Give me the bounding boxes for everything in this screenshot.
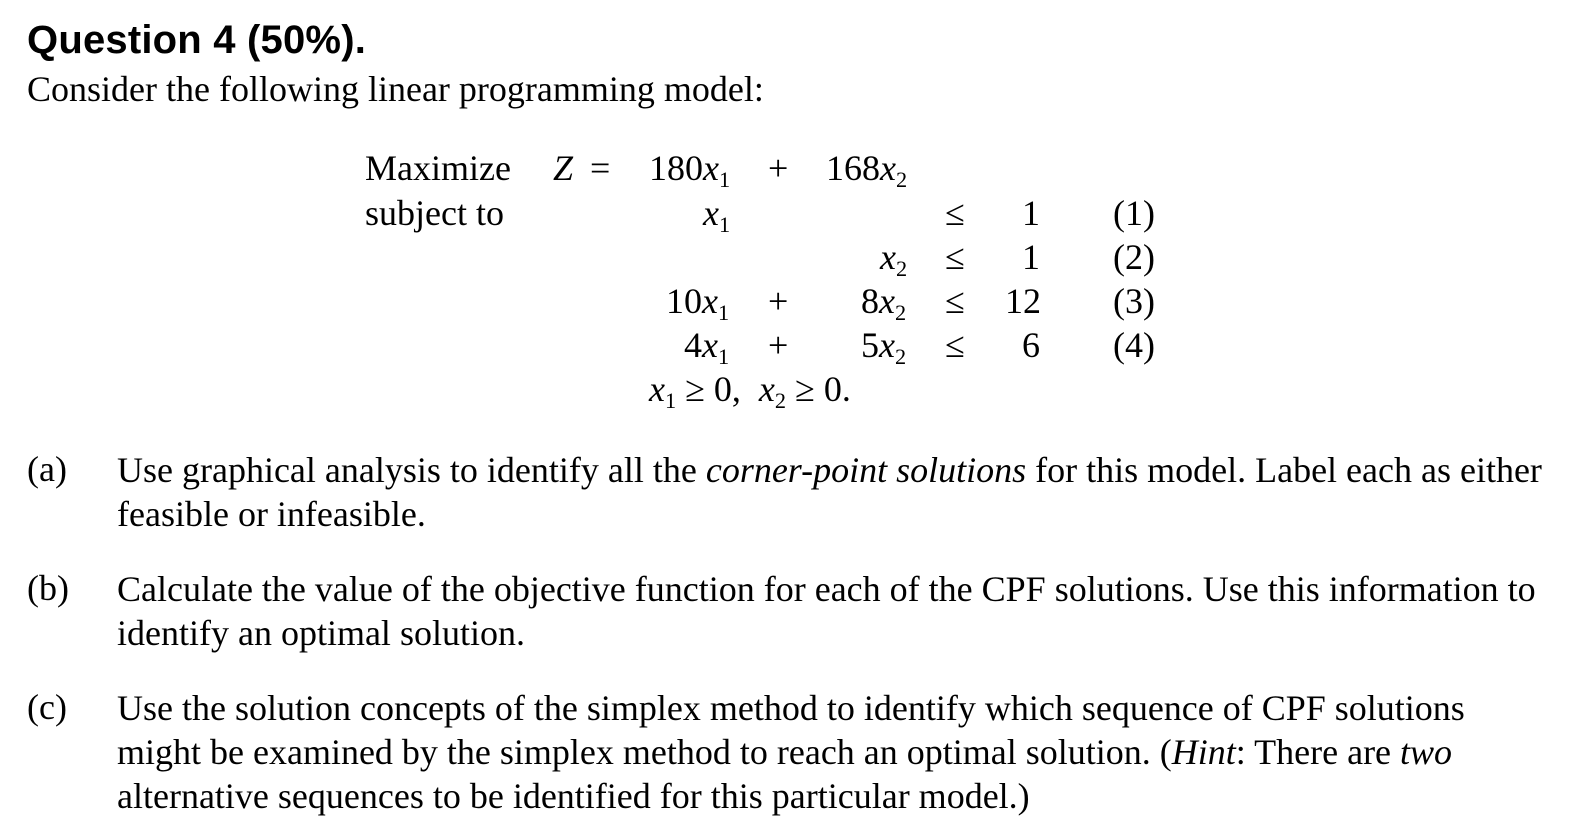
question-intro: Consider the following linear programming model: xyxy=(27,69,764,109)
constraint-plus: + xyxy=(768,325,789,365)
part-b-text: Calculate the value of the objective function for each of the CPF solutions. Use this information to identify an optimal solution. xyxy=(117,569,1536,653)
constraint-relation: ≤ xyxy=(945,237,965,277)
constraint-rhs: 6 xyxy=(1022,325,1040,365)
question-heading: Question 4 (50%). xyxy=(27,18,367,62)
constraint-term-2: 8x2 xyxy=(861,281,907,326)
objective-var-2: x xyxy=(880,148,896,188)
constraint-rhs: 1 xyxy=(1022,193,1040,233)
objective-label: Maximize xyxy=(365,148,511,188)
constraint-relation: ≤ xyxy=(945,325,965,365)
objective-equals: = xyxy=(590,148,611,188)
objective-z: Z xyxy=(553,148,574,188)
part-a-text: Use graphical analysis to identify all the corner-point solutions for this model. Label each as either feasible or infeasible. xyxy=(117,450,1542,534)
constraint-term-1: 4x1 xyxy=(684,325,730,370)
objective-var-1: x xyxy=(703,148,719,188)
objective-coef-1: 180 xyxy=(649,148,703,188)
objective-coef-2: 168 xyxy=(826,148,880,188)
objective-plus: + xyxy=(768,148,789,188)
constraint-term-1: x1 xyxy=(703,193,731,238)
nonnegativity-constraint: x1 ≥ 0, x2 ≥ 0. xyxy=(649,369,851,414)
constraint-tag: (4) xyxy=(1113,325,1155,365)
constraint-tag: (1) xyxy=(1113,193,1155,233)
constraint-tag: (3) xyxy=(1113,281,1155,321)
part-b-label: (b) xyxy=(27,568,69,608)
objective-term-2 xyxy=(826,147,908,193)
subject-to-label: subject to xyxy=(365,193,504,233)
constraint-relation: ≤ xyxy=(945,193,965,233)
part-a-label: (a) xyxy=(27,449,67,489)
objective-term-1 xyxy=(649,147,731,193)
objective-sub-2: 2 xyxy=(895,167,908,193)
objective-sub-1: 1 xyxy=(718,167,731,193)
part-c-label: (c) xyxy=(27,687,67,727)
part-c-text: Use the solution concepts of the simplex method to identify which sequence of CPF solutions might be examined by the simplex method to reach an optimal solution. (Hint: There are two alternative sequences to be identified for this particular model.) xyxy=(117,688,1465,816)
constraint-term-2: 5x2 xyxy=(861,325,907,370)
constraint-term-1: 10x1 xyxy=(666,281,730,326)
constraint-relation: ≤ xyxy=(945,281,965,321)
constraint-term-2: x2 xyxy=(880,237,908,282)
constraint-rhs: 1 xyxy=(1022,237,1040,277)
constraint-tag: (2) xyxy=(1113,237,1155,277)
constraint-rhs: 12 xyxy=(1005,281,1041,321)
constraint-plus: + xyxy=(768,281,789,321)
